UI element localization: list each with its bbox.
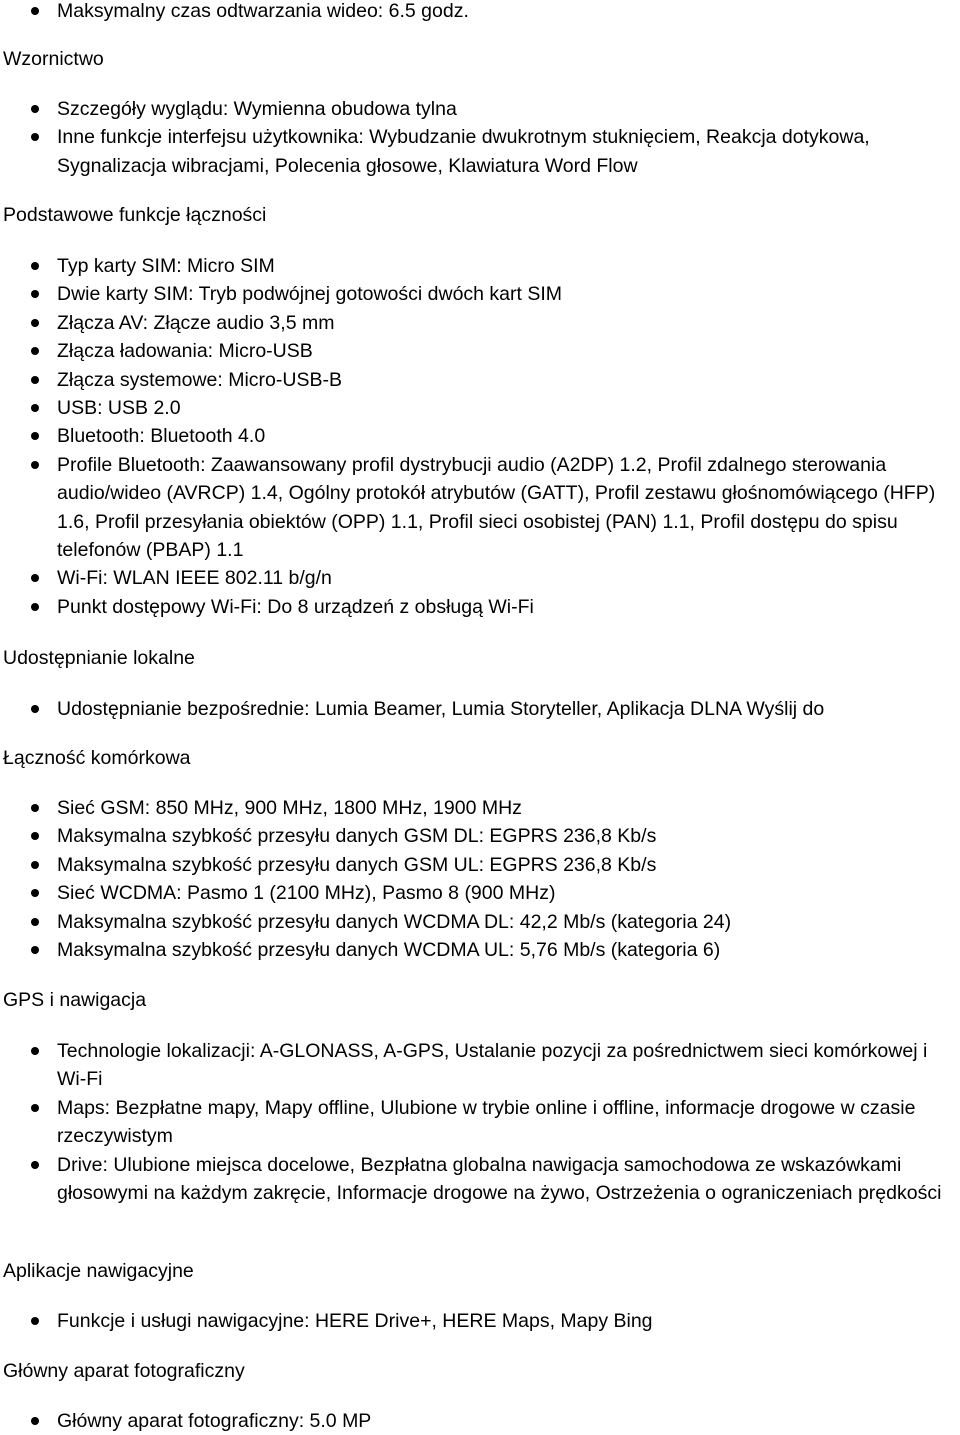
bullet-icon bbox=[31, 603, 39, 611]
list-item-text: Funkcje i usługi nawigacyjne: HERE Drive+, HERE Maps, Mapy Bing bbox=[57, 1310, 653, 1332]
list-item bbox=[0, 564, 950, 592]
bullet-icon bbox=[31, 105, 39, 113]
list-item-text: Maksymalny czas odtwarzania wideo: 6.5 godz. bbox=[57, 0, 469, 22]
bullet-icon bbox=[31, 461, 39, 469]
bullet-icon bbox=[31, 946, 39, 954]
bullet-icon bbox=[31, 889, 39, 897]
list-item bbox=[0, 366, 950, 394]
list-item bbox=[0, 1151, 950, 1208]
bullet-icon bbox=[31, 804, 39, 812]
list-item bbox=[0, 851, 950, 879]
list-item-text: Szczegóły wyglądu: Wymienna obudowa tylna bbox=[57, 98, 457, 120]
bullet-icon bbox=[31, 1317, 39, 1325]
bullet-icon bbox=[31, 861, 39, 869]
spec-list-main-camera bbox=[0, 1407, 950, 1435]
list-item-text: Maksymalna szybkość przesyłu danych WCDMA DL: 42,2 Mb/s (kategoria 24) bbox=[57, 910, 732, 933]
bullet-icon bbox=[31, 290, 39, 298]
spec-list-design bbox=[0, 95, 950, 180]
bullet-icon bbox=[31, 832, 39, 840]
list-item bbox=[0, 822, 950, 850]
list-item-text: Sieć GSM: 850 MHz, 900 MHz, 1800 MHz, 1900 MHz bbox=[57, 797, 522, 819]
spec-list-gps bbox=[0, 1037, 950, 1207]
list-item-text: USB: USB 2.0 bbox=[57, 397, 181, 420]
list-item bbox=[0, 879, 950, 907]
list-item-text: Dwie karty SIM: Tryb podwójnej gotowości dwóch kart SIM bbox=[57, 283, 563, 306]
list-item-text: Inne funkcje interfejsu użytkownika: Wybudzanie dwukrotnym stuknięciem, Reakcja dotykowa, Sygnalizacja wibracjami, Polecenia głosowe, Klawiatura Word Flow bbox=[57, 126, 870, 177]
spec-list-connectivity bbox=[0, 252, 950, 621]
bullet-icon bbox=[31, 918, 39, 926]
section-heading-local-sharing: Udostępnianie lokalne bbox=[3, 647, 195, 669]
list-item bbox=[0, 1407, 950, 1435]
list-item-text: Złącza AV: Złącze audio 3,5 mm bbox=[57, 311, 335, 334]
list-item bbox=[0, 593, 950, 621]
section-heading-connectivity: Podstawowe funkcje łączności bbox=[3, 204, 267, 226]
list-item bbox=[0, 1307, 950, 1335]
list-item-text: Maksymalna szybkość przesyłu danych WCDMA UL: 5,76 Mb/s (kategoria 6) bbox=[57, 939, 721, 962]
list-item-text: Bluetooth: Bluetooth 4.0 bbox=[57, 425, 266, 448]
bullet-icon bbox=[31, 705, 39, 713]
list-item bbox=[0, 123, 950, 180]
spec-list-cellular bbox=[0, 794, 950, 964]
bullet-icon bbox=[31, 7, 39, 15]
list-item-text: Udostępnianie bezpośrednie: Lumia Beamer, Lumia Storyteller, Aplikacja DLNA Wyślij do bbox=[57, 698, 825, 720]
bullet-icon bbox=[31, 404, 39, 412]
section-heading-main-camera: Główny aparat fotograficzny bbox=[3, 1360, 245, 1382]
bullet-icon bbox=[31, 1161, 39, 1169]
list-item bbox=[0, 695, 950, 723]
list-item bbox=[0, 394, 950, 422]
bullet-icon bbox=[31, 376, 39, 384]
list-item bbox=[0, 1094, 950, 1151]
bullet-icon bbox=[31, 432, 39, 440]
bullet-icon bbox=[31, 1104, 39, 1112]
list-item bbox=[0, 309, 950, 337]
list-item-text: Maksymalna szybkość przesyłu danych GSM UL: EGPRS 236,8 Kb/s bbox=[57, 853, 657, 876]
bullet-icon bbox=[31, 133, 39, 141]
list-item-text: Złącza ładowania: Micro-USB bbox=[57, 340, 313, 363]
bullet-icon bbox=[31, 1417, 39, 1425]
bullet-icon bbox=[31, 1047, 39, 1055]
list-item bbox=[0, 451, 950, 565]
list-item-text: Główny aparat fotograficzny: 5.0 MP bbox=[57, 1410, 372, 1432]
bullet-icon bbox=[31, 347, 39, 355]
spec-list-video bbox=[0, 0, 950, 25]
list-item bbox=[0, 337, 950, 365]
bullet-icon bbox=[31, 574, 39, 582]
list-item bbox=[0, 1037, 950, 1094]
section-heading-design: Wzornictwo bbox=[3, 48, 104, 70]
list-item-text: Typ karty SIM: Micro SIM bbox=[57, 255, 275, 277]
section-heading-nav-apps: Aplikacje nawigacyjne bbox=[3, 1260, 194, 1282]
list-item-text: Drive: Ulubione miejsca docelowe, Bezpłatna globalna nawigacja samochodowa ze wskazówkami głosowymi na każdym zakręcie, Informacje drogowe na żywo, Ostrzeżenia o ograniczeniach prędkości bbox=[57, 1153, 942, 1205]
list-item bbox=[0, 794, 950, 822]
bullet-icon bbox=[31, 262, 39, 270]
spec-list-nav-apps bbox=[0, 1307, 950, 1335]
list-item-text: Profile Bluetooth: Zaawansowany profil dystrybucji audio (A2DP) 1.2, Profil zdalnego sterowania audio/wideo (AVRCP) 1.4, Ogólny protokół atrybutów (GATT), Profil zestawu głośnomówiącego (HFP) 1.6, Profil przesyłania obiektów (OPP) 1.1, Profil sieci osobistej (PAN) 1.1, Profil dostępu do spisu telefonów (PBAP) 1.1 bbox=[57, 453, 936, 562]
section-heading-gps: GPS i nawigacja bbox=[3, 989, 147, 1011]
list-item bbox=[0, 908, 950, 936]
list-item bbox=[0, 280, 950, 308]
list-item bbox=[0, 936, 950, 964]
section-heading-cellular: Łączność komórkowa bbox=[3, 747, 191, 769]
list-item bbox=[0, 0, 950, 25]
list-item bbox=[0, 252, 950, 280]
list-item-text: Punkt dostępowy Wi-Fi: Do 8 urządzeń z obsługą Wi-Fi bbox=[57, 595, 534, 618]
list-item-text: Maksymalna szybkość przesyłu danych GSM DL: EGPRS 236,8 Kb/s bbox=[57, 825, 657, 848]
list-item-text: Wi-Fi: WLAN IEEE 802.11 b/g/n bbox=[57, 567, 332, 590]
list-item-text: Złącza systemowe: Micro-USB-B bbox=[57, 368, 342, 391]
spec-list-local-sharing bbox=[0, 695, 950, 723]
list-item-text: Technologie lokalizacji: A-GLONASS, A-GPS, Ustalanie pozycji za pośrednictwem sieci komórkowej i Wi-Fi bbox=[57, 1040, 928, 1091]
bullet-icon bbox=[31, 319, 39, 327]
list-item bbox=[0, 422, 950, 450]
list-item-text: Sieć WCDMA: Pasmo 1 (2100 MHz), Pasmo 8 (900 MHz) bbox=[57, 882, 556, 905]
list-item-text: Maps: Bezpłatne mapy, Mapy offline, Ulubione w trybie online i offline, informacje drogowe w czasie rzeczywistym bbox=[57, 1096, 916, 1148]
list-item bbox=[0, 95, 950, 123]
